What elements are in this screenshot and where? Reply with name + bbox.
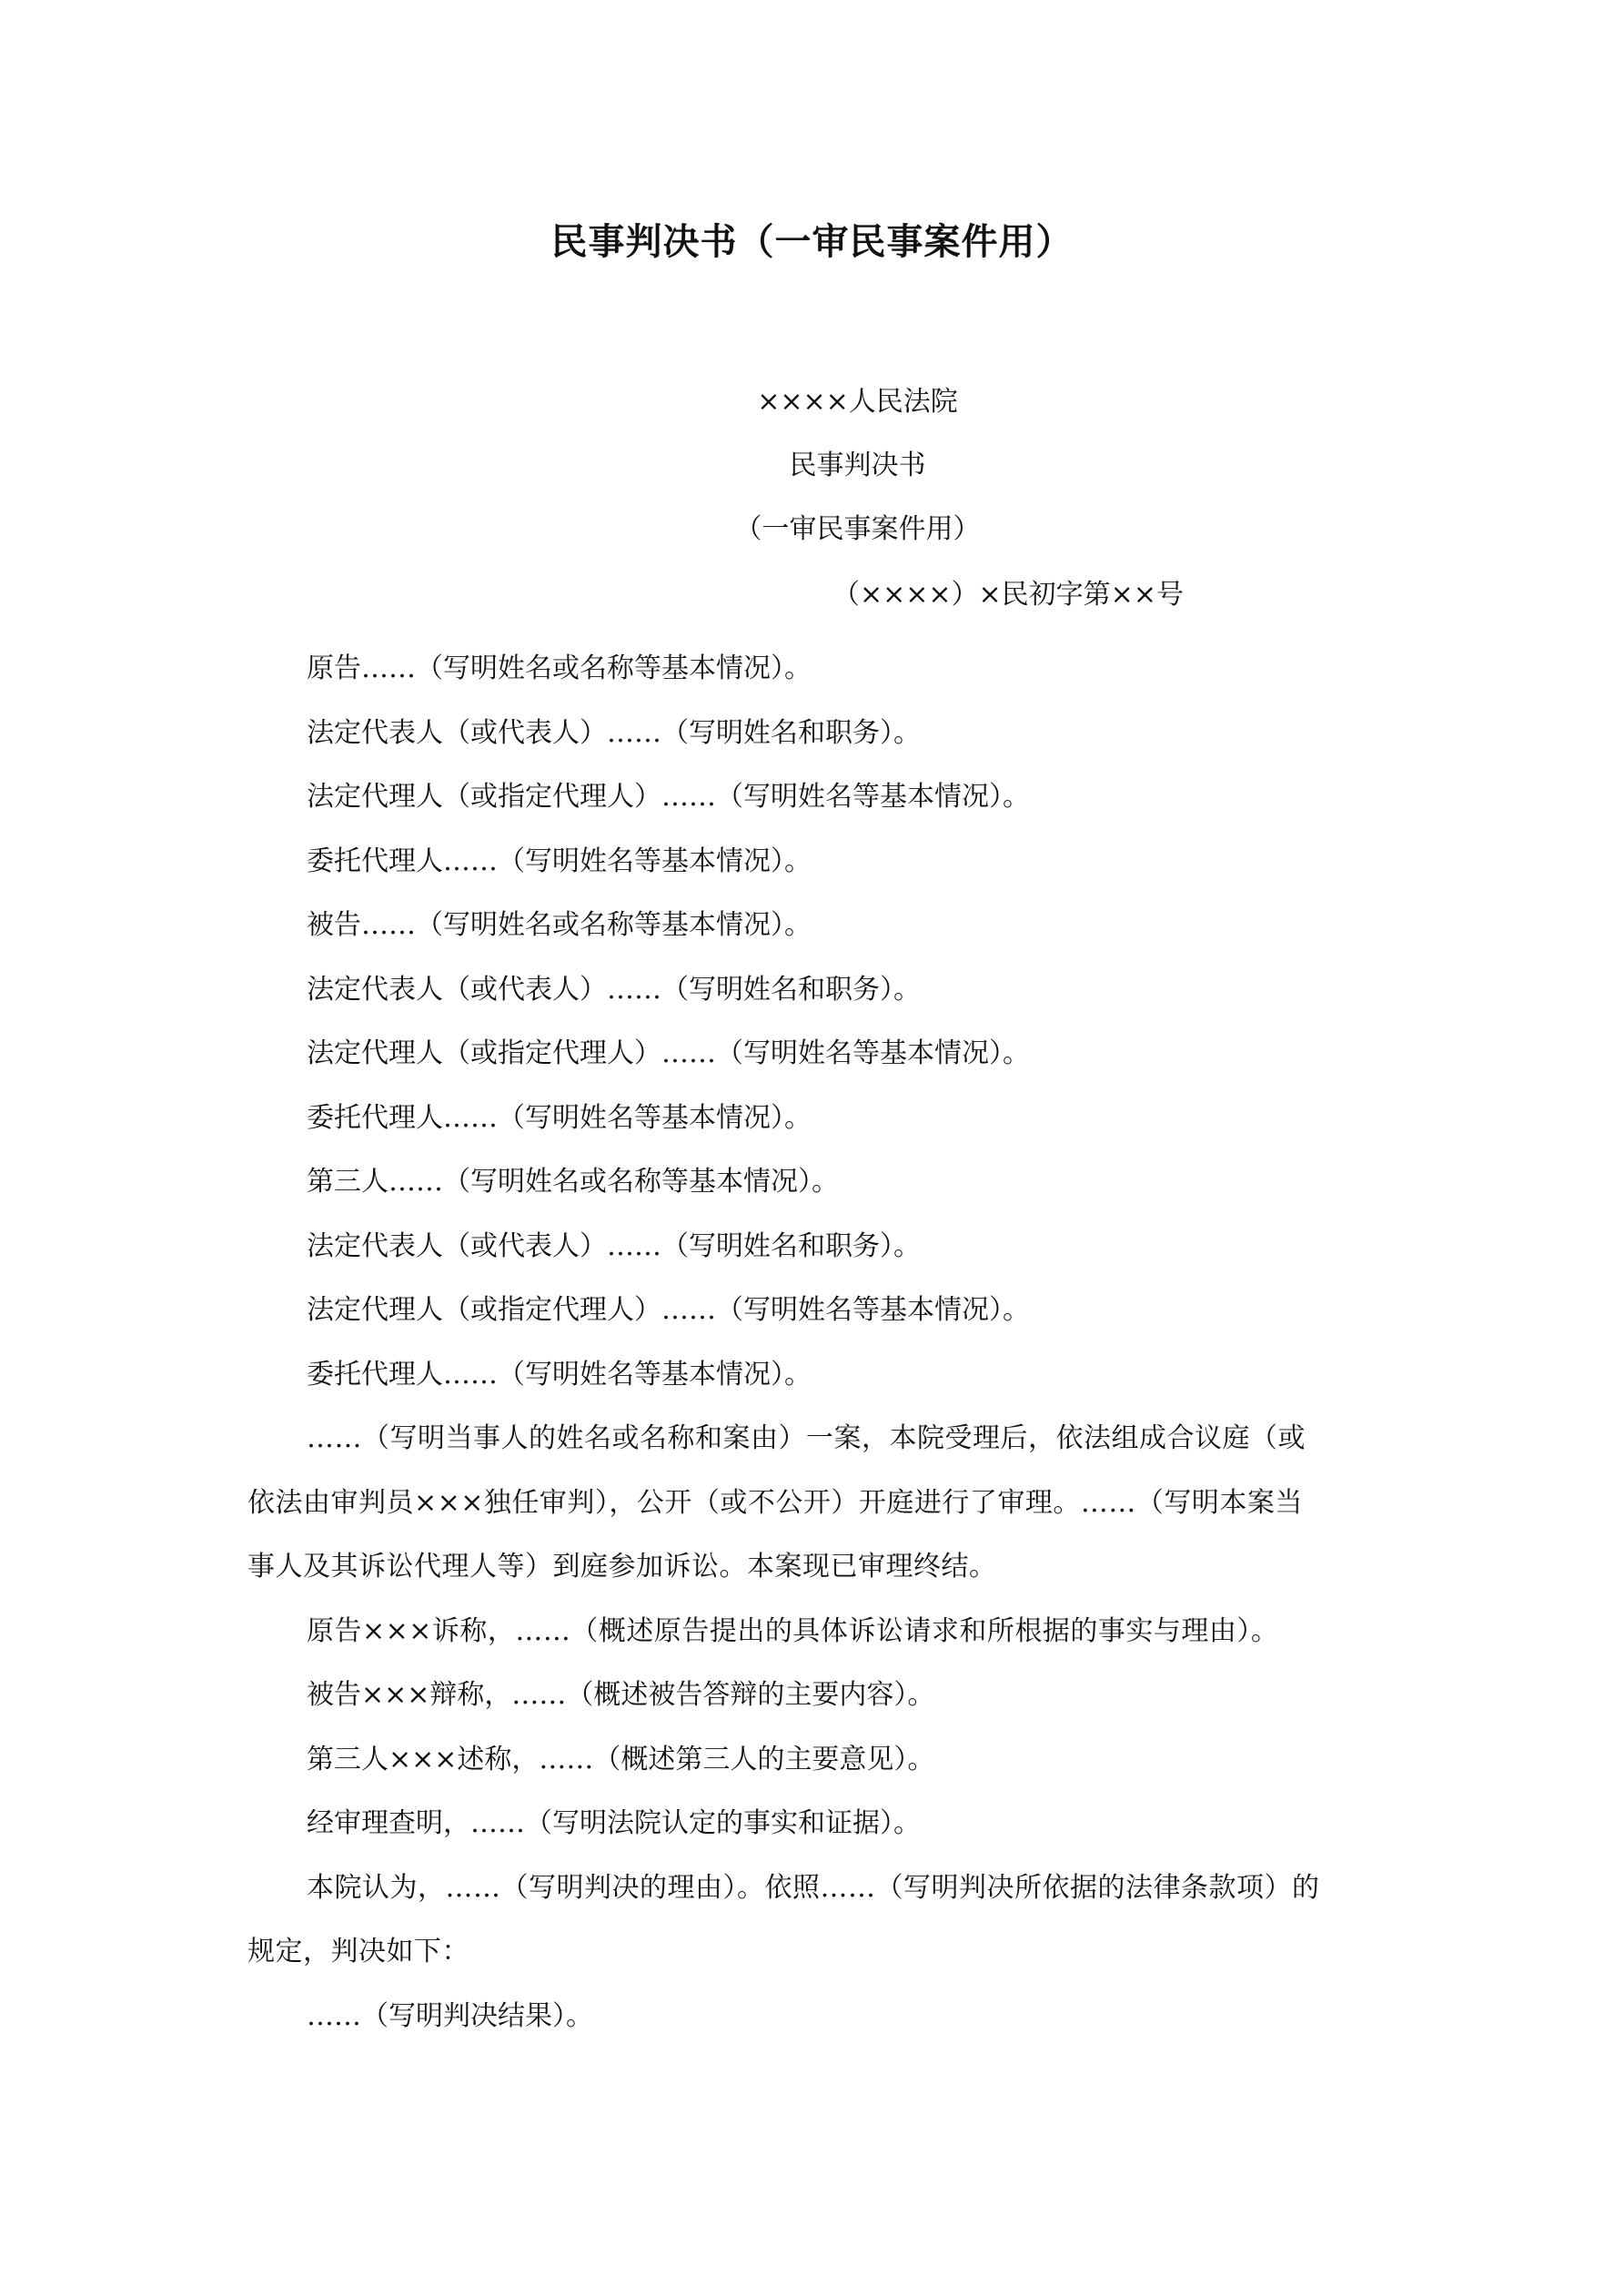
paragraph-third-party-statement: 第三人×××述称，……（概述第三人的主要意见）。 xyxy=(307,1743,935,1775)
case-type: （一审民事案件用） xyxy=(734,513,981,545)
paragraph-defendant-entrusted-agent: 委托代理人……（写明姓名等基本情况）。 xyxy=(307,1101,812,1134)
paragraph-plaintiff-statutory-agent: 法定代理人（或指定代理人）……（写明姓名等基本情况）。 xyxy=(307,781,1030,813)
paragraph-third-party-entrusted-agent: 委托代理人……（写明姓名等基本情况）。 xyxy=(307,1358,812,1391)
document-title: 民事判决书（一审民事案件用） xyxy=(550,220,1074,263)
paragraph-defendant-reply: 被告×××辩称，……（概述被告答辩的主要内容）。 xyxy=(307,1679,935,1711)
paragraph-case-summary: ……（写明当事人的姓名或名称和案由）一案，本院受理后，依法组成合议庭（或依法由审判员×××独任审判），公开（或不公开）开庭进行了审理。……（写明本案当事人及其诉讼代理人等）到庭参加诉讼。本案现已审理终结。 xyxy=(247,1422,1306,1583)
paragraph-third-party-statutory-agent: 法定代理人（或指定代理人）……（写明姓名等基本情况）。 xyxy=(307,1294,1030,1326)
paragraph-plaintiff-legal-rep: 法定代表人（或代表人）……（写明姓名和职务）。 xyxy=(307,716,921,749)
paragraph-judgment-result: ……（写明判决结果）。 xyxy=(307,1999,593,2032)
paragraph-defendant-statutory-agent: 法定代理人（或指定代理人）……（写明姓名等基本情况）。 xyxy=(307,1037,1030,1069)
paragraph-findings: 经审理查明，……（写明法院认定的事实和证据）。 xyxy=(307,1807,921,1839)
case-number: （××××）×民初字第××号 xyxy=(832,579,1184,611)
paragraph-defendant: 被告……（写明姓名或名称等基本情况）。 xyxy=(307,909,812,941)
document-body xyxy=(247,637,1326,2048)
paragraph-defendant-legal-rep: 法定代表人（或代表人）……（写明姓名和职务）。 xyxy=(307,973,921,1006)
paragraph-plaintiff: 原告……（写明姓名或名称等基本情况）。 xyxy=(307,652,812,684)
court-name: ××××人民法院 xyxy=(757,386,958,418)
paragraph-court-opinion: 本院认为，……（写明判决的理由）。依照……（写明判决所依据的法律条款项）的规定，判决如下： xyxy=(247,1871,1320,1967)
paragraph-plaintiff-claim: 原告×××诉称，……（概述原告提出的具体诉讼请求和所根据的事实与理由）。 xyxy=(307,1614,1279,1647)
document-type: 民事判决书 xyxy=(789,450,926,481)
paragraph-third-party-legal-rep: 法定代表人（或代表人）……（写明姓名和职务）。 xyxy=(307,1229,921,1262)
paragraph-plaintiff-entrusted-agent: 委托代理人……（写明姓名等基本情况）。 xyxy=(307,845,812,877)
paragraph-third-party: 第三人……（写明姓名或名称等基本情况）。 xyxy=(307,1166,839,1198)
